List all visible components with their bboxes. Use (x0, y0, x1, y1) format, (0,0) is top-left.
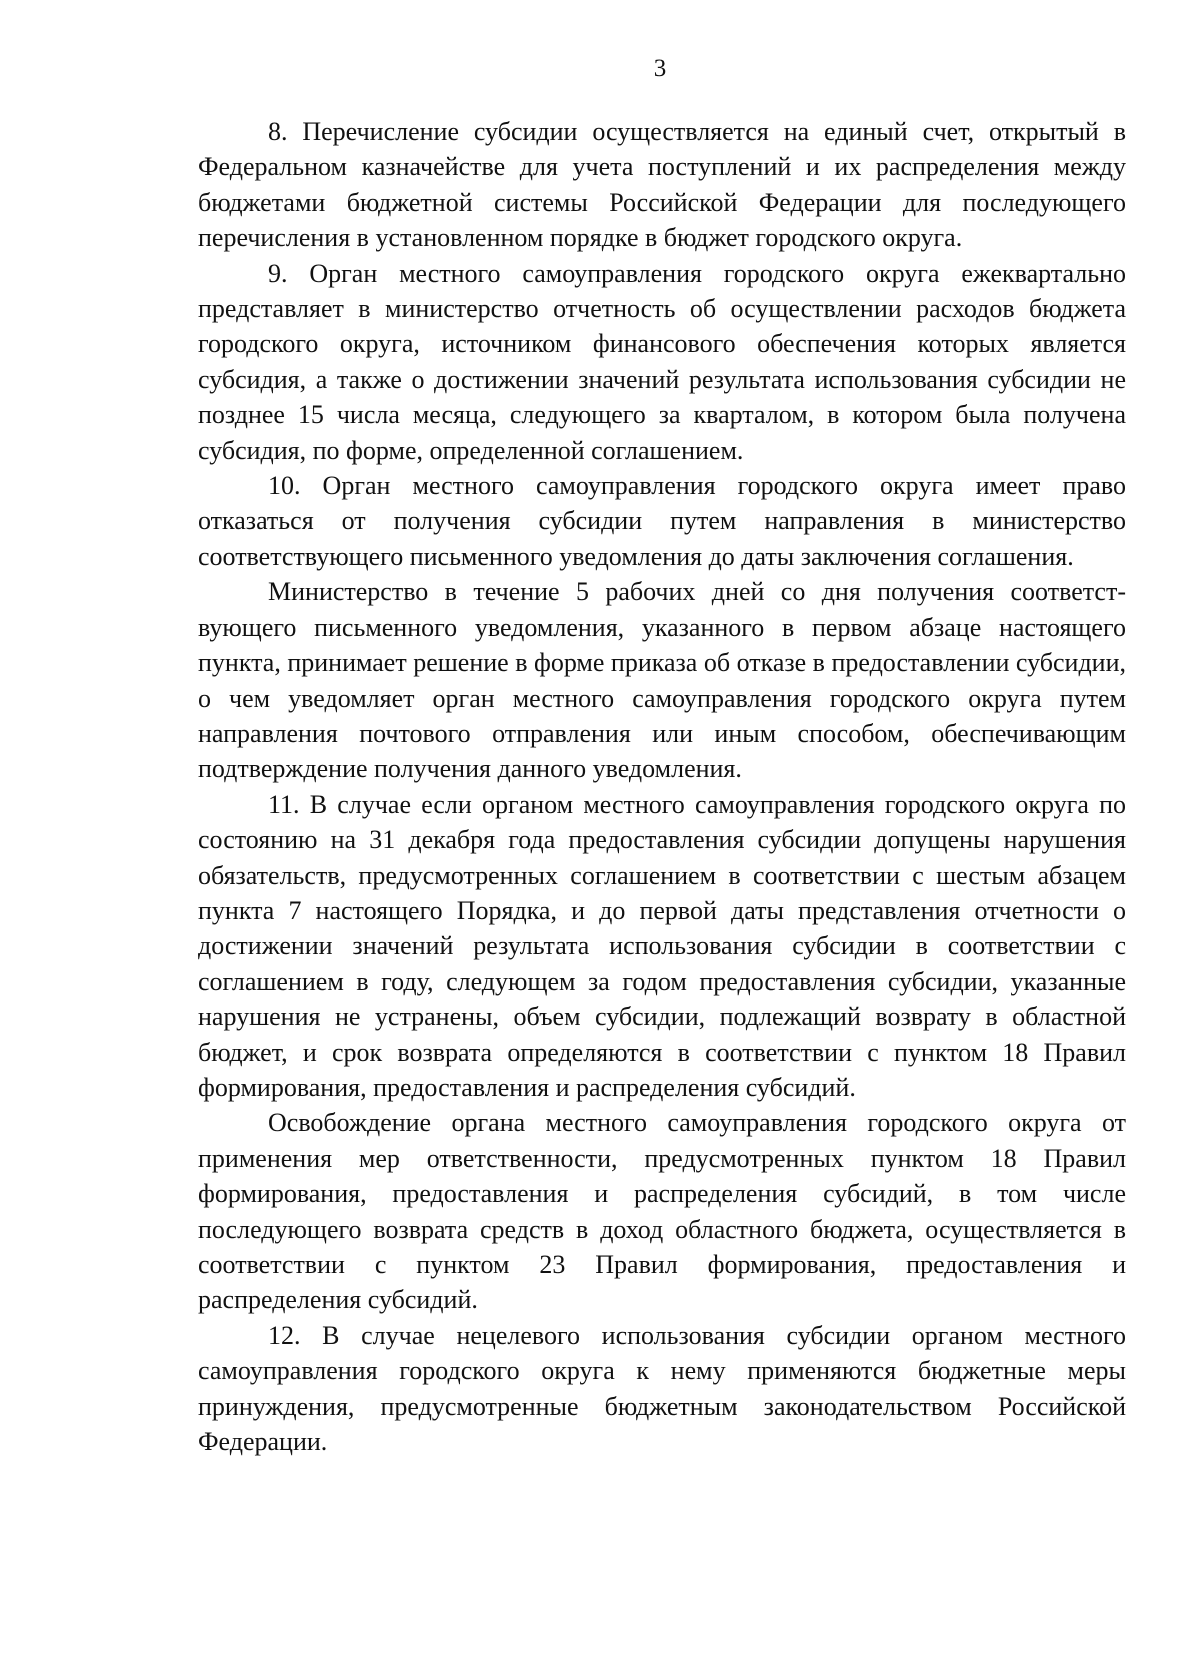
paragraph-10: 10. Орган местного самоуправления городского округа имеет право отказаться от получения субсидии путем направления в министерство соответствующего письменного уведомления до даты заключения соглашения. (198, 471, 1126, 571)
document-body (198, 114, 1126, 1459)
paragraph-9: 9. Орган местного самоуправления городского округа ежеквартально представляет в министерство отчетность об осуществлении расходов бюджета городского округа, источником финансового обеспечения которых является субсидия, а также о достижении значений результата использования субсидии не позднее 15 числа месяца, следующего за кварталом, в котором была получена субсидия, по форме, определенной соглашением. (198, 258, 1126, 465)
paragraph-12: 12. В случае нецелевого использования субсидии органом местного самоуправления городского округа к нему применяются бюджетные меры принуждения, предусмотренные бюджетным законодательством Российской Федерации. (198, 1320, 1126, 1457)
paragraph-11: 11. В случае если органом местного самоуправления городского округа по состоянию на 31 декабря года предоставления субсидии допущены нарушения обязательств, предусмотренных соглашением в соответствии с шестым абзацем пункта 7 настоящего Порядка, и до первой даты представления отчетности о достижении значений результата использования субсидии в соответствии с соглашением в году, следующем за годом предоставления субсидии, указанные нарушения не устранены, объем субсидии, подлежащий возврату в областной бюджет, и срок возврата определяются в соответствии с пунктом 18 Правил формирования, предоставления и распределения субсидий. (198, 789, 1126, 1102)
paragraph-10-continuation: Министерство в течение 5 рабочих дней со дня получения соответствующего письменного уведомления, указанного в первом абзаце настоящего пункта, принимает решение в форме приказа об отказе в предоставлении субсидии, о чем уведомляет орган местного самоуправления городского округа путем направления почтового отправления или иным способом, обеспечивающим подтверждение получения данного уведомления. (198, 577, 1126, 784)
paragraph-11-continuation: Освобождение органа местного самоуправления городского округа от применения мер ответственности, предусмотренных пунктом 18 Правил формирования, предоставления и распределения субсидий, в том числе последующего возврата средств в доход областного бюджета, осуществляется в соответствии с пунктом 23 Правил формирования, предоставления и распределения субсидий. (198, 1108, 1126, 1315)
paragraph-8: 8. Перечисление субсидии осуществляется на единый счет, открытый в Федеральном казначействе для учета поступлений и их распределения между бюджетами бюджетной системы Российской Федерации для последующего перечисления в установленном порядке в бюджет городского округа. (198, 117, 1126, 253)
page-number: 3 (653, 55, 667, 82)
